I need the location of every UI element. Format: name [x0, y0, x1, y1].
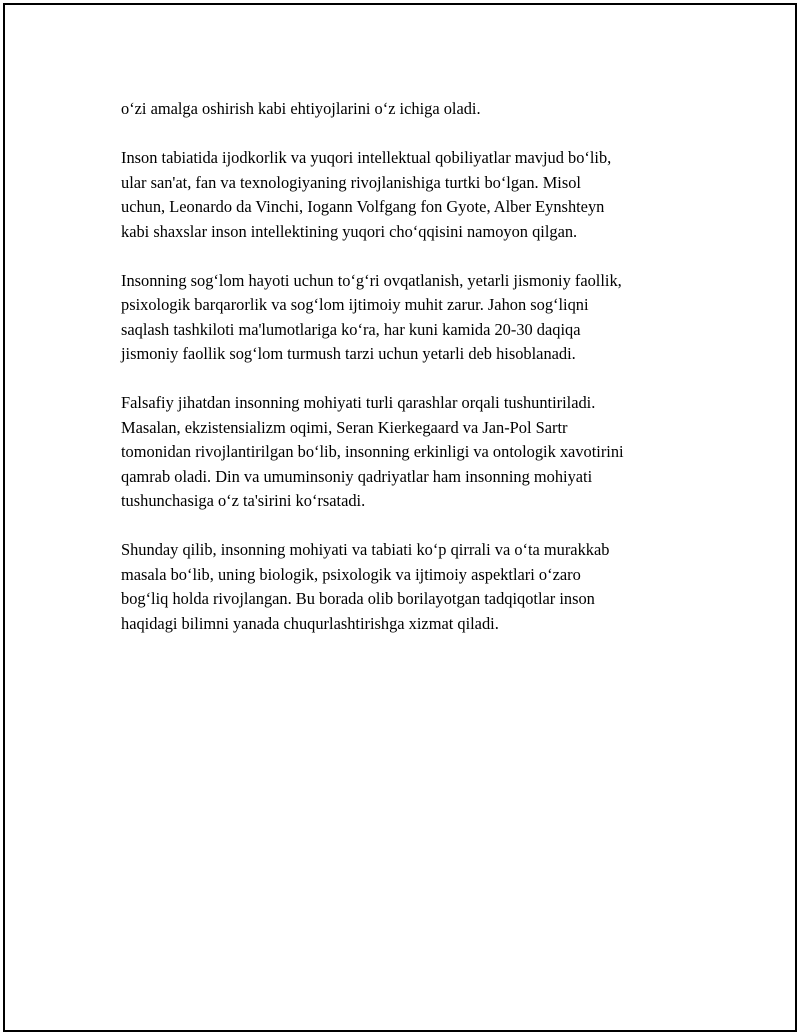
document-body	[121, 97, 721, 661]
paragraph-creativity: Inson tabiatida ijodkorlik va yuqori intellektual qobiliyatlar mavjud bo‘lib, ular san'at, fan va texnologiyaning rivojlanishiga turtki bo‘lgan. Misol uchun, Leonardo da Vinchi, Iogann Volfgang fon Gyote, Alber Eynshteyn kabi shaxslar inson intellektining yuqori cho‘qqisini namoyon qilgan.	[121, 148, 612, 241]
paragraph-health: Insonning sog‘lom hayoti uchun to‘g‘ri ovqatlanish, yetarli jismoniy faollik, psixologik barqarorlik va sog‘lom ijtimoiy muhit zarur. Jahon sog‘liqni saqlash tashkiloti ma'lumotlariga ko‘ra, har kuni kamida 20-30 daqiqa jismoniy faollik sog‘lom turmush tarzi uchun yetarli deb hisoblanadi.	[121, 270, 622, 363]
paragraph-continuation: o‘zi amalga oshirish kabi ehtiyojlarini o‘z ichiga oladi.	[121, 99, 481, 118]
paragraph-philosophy: Falsafiy jihatdan insonning mohiyati turli qarashlar orqali tushuntiriladi. Masalan, ekzistensializm oqimi, Seran Kierkegaard va Jan-Pol Sartr tomonidan rivojlantirilgan bo‘lib, insonning erkinligi va ontologik xavotirini qamrab oladi. Din va umuminsoniy qadriyatlar ham insonning mohiyati tushunchasiga o‘z ta'sirini ko‘rsatadi.	[121, 393, 624, 510]
paragraph-conclusion: Shunday qilib, insonning mohiyati va tabiati ko‘p qirrali va o‘ta murakkab masala bo‘lib, uning biologik, psixologik va ijtimoiy aspektlari o‘zaro bog‘liq holda rivojlangan. Bu borada olib borilayotgan tadqiqotlar inson haqidagi bilimni yanada chuqurlashtirishga xizmat qiladi.	[121, 540, 610, 633]
page-frame	[3, 3, 797, 1032]
